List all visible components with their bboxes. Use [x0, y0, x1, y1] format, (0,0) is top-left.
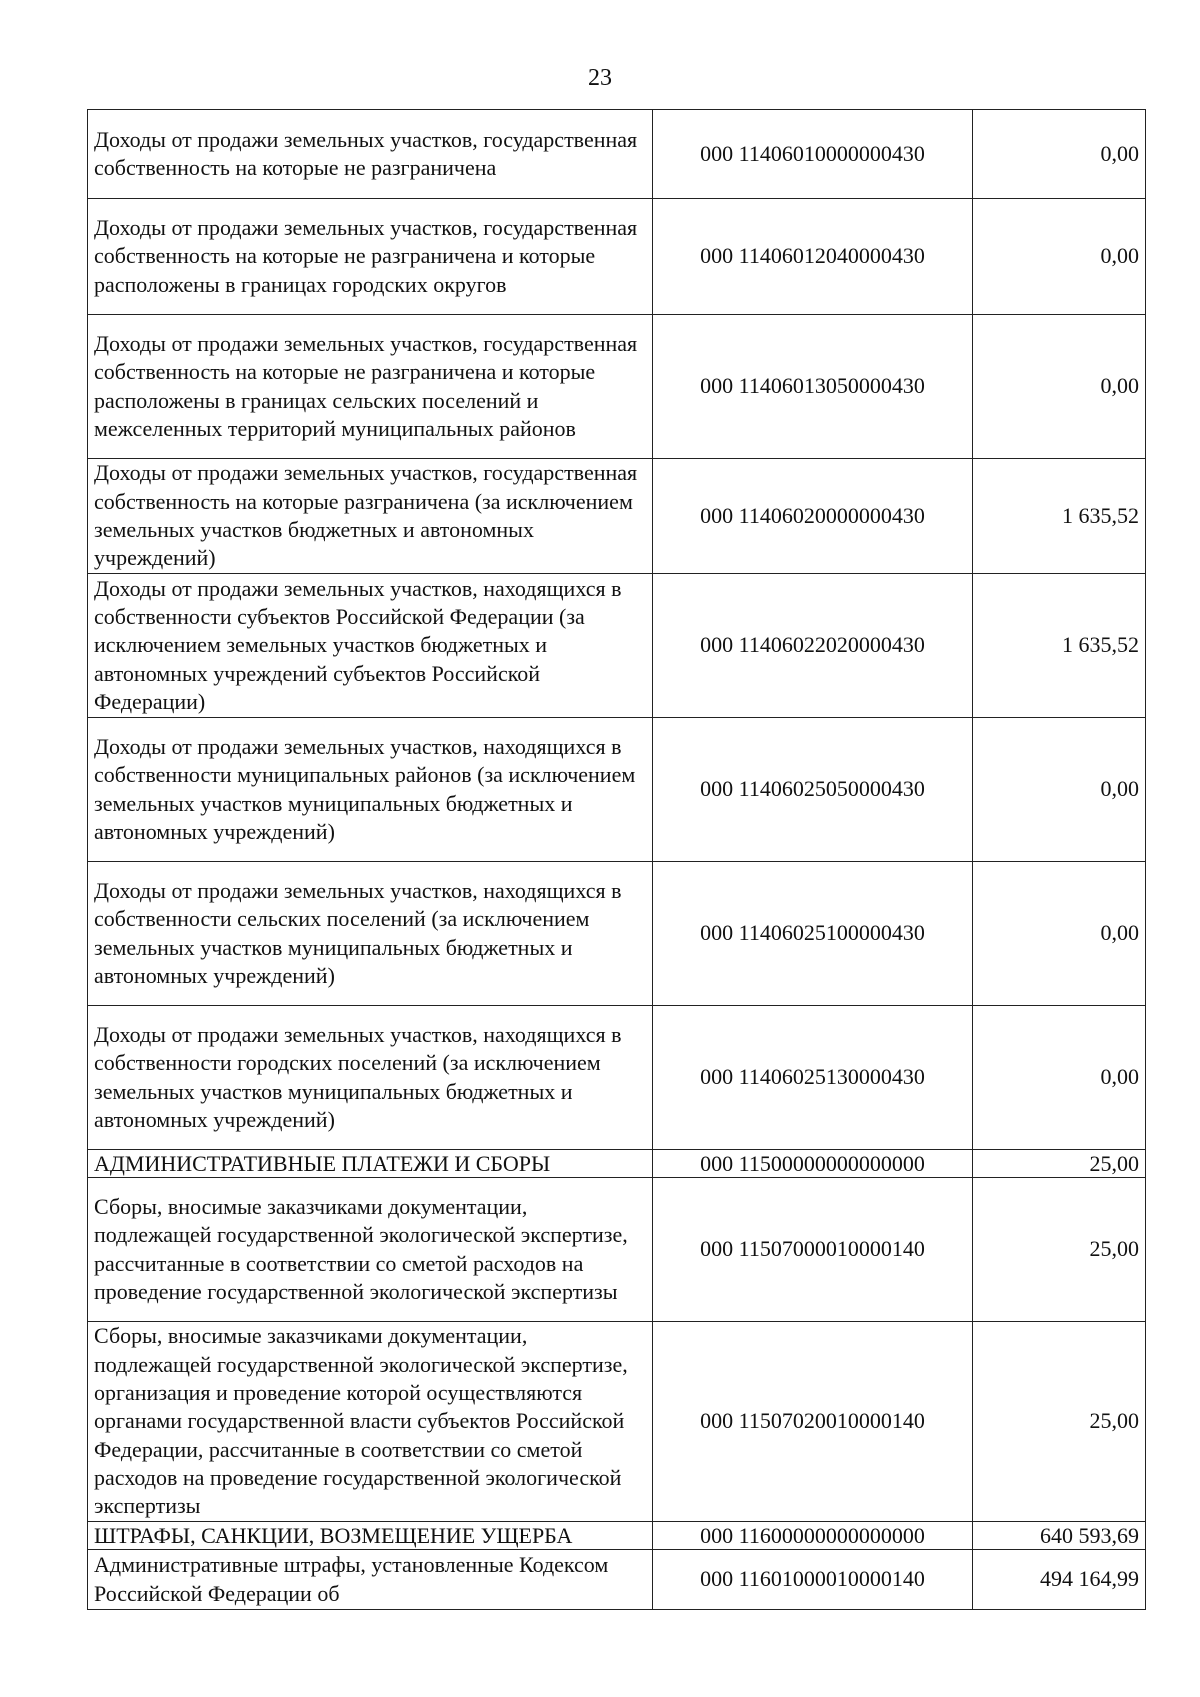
row-amount: 0,00 [973, 315, 1146, 459]
row-code: 000 11406012040000430 [653, 199, 973, 315]
row-amount: 0,00 [973, 110, 1146, 199]
row-description: Доходы от продажи земельных участков, находящихся в собственности субъектов Российской Федерации (за исключением земельных участков бюджетных и автономных учреждений субъектов Российской Федерации) [88, 574, 653, 718]
table-row [88, 459, 1146, 574]
page-number: 23 [588, 65, 612, 91]
row-code: 000 11601000010000140 [653, 1550, 973, 1610]
row-description: Сборы, вносимые заказчиками документации, подлежащей государственной экологической экспертизе, организация и проведение которой осуществляются органами государственной власти субъектов Российской Федерации, рассчитанные в соответствии со сметой расходов на проведение государственной экологической экспертизы [88, 1322, 653, 1522]
row-description: Доходы от продажи земельных участков, государственная собственность на которые не разграничена [88, 110, 653, 199]
row-description: Доходы от продажи земельных участков, государственная собственность на которые не разграничена и которые расположены в границах городских округов [88, 199, 653, 315]
row-code: 000 11600000000000000 [653, 1522, 973, 1550]
section-title: ШТРАФЫ, САНКЦИИ, ВОЗМЕЩЕНИЕ УЩЕРБА [88, 1522, 653, 1550]
table-row [88, 1006, 1146, 1150]
row-description: Доходы от продажи земельных участков, государственная собственность на которые не разграничена и которые расположены в границах сельских поселений и межселенных территорий муниципальных районов [88, 315, 653, 459]
row-code: 000 11406010000000430 [653, 110, 973, 199]
table-row [88, 1550, 1146, 1610]
table-row [88, 862, 1146, 1006]
row-description: Доходы от продажи земельных участков, находящихся в собственности муниципальных районов (за исключением земельных участков муниципальных бюджетных и автономных учреждений) [88, 718, 653, 862]
revenue-table [87, 109, 1146, 1610]
row-code: 000 11406020000000430 [653, 459, 973, 574]
row-amount: 0,00 [973, 1006, 1146, 1150]
row-description: Доходы от продажи земельных участков, государственная собственность на которые разграничена (за исключением земельных участков бюджетных и автономных учреждений) [88, 459, 653, 574]
row-description: Доходы от продажи земельных участков, находящихся в собственности сельских поселений (за исключением земельных участков муниципальных бюджетных и автономных учреждений) [88, 862, 653, 1006]
row-amount: 25,00 [973, 1178, 1146, 1322]
row-code: 000 11507020010000140 [653, 1322, 973, 1522]
row-amount: 25,00 [973, 1322, 1146, 1522]
row-amount: 0,00 [973, 199, 1146, 315]
row-code: 000 11507000010000140 [653, 1178, 973, 1322]
table-row [88, 574, 1146, 718]
table-row [88, 718, 1146, 862]
row-description: Сборы, вносимые заказчиками документации, подлежащей государственной экологической экспертизе, рассчитанные в соответствии со сметой расходов на проведение государственной экологической экспертизы [88, 1178, 653, 1322]
row-code: 000 11406025100000430 [653, 862, 973, 1006]
table-row [88, 1322, 1146, 1522]
section-row [88, 1522, 1146, 1550]
section-title: АДМИНИСТРАТИВНЫЕ ПЛАТЕЖИ И СБОРЫ [88, 1150, 653, 1178]
row-amount: 0,00 [973, 718, 1146, 862]
row-code: 000 11406013050000430 [653, 315, 973, 459]
row-amount: 1 635,52 [973, 574, 1146, 718]
row-code: 000 11406022020000430 [653, 574, 973, 718]
row-code: 000 11406025050000430 [653, 718, 973, 862]
table-row [88, 1178, 1146, 1322]
row-description: Административные штрафы, установленные Кодексом Российской Федерации об [88, 1550, 653, 1610]
row-amount: 1 635,52 [973, 459, 1146, 574]
row-amount: 0,00 [973, 862, 1146, 1006]
row-code: 000 11500000000000000 [653, 1150, 973, 1178]
table-row [88, 110, 1146, 199]
row-amount: 494 164,99 [973, 1550, 1146, 1610]
table-row [88, 315, 1146, 459]
row-amount: 25,00 [973, 1150, 1146, 1178]
section-row [88, 1150, 1146, 1178]
table-row [88, 199, 1146, 315]
row-code: 000 11406025130000430 [653, 1006, 973, 1150]
row-amount: 640 593,69 [973, 1522, 1146, 1550]
row-description: Доходы от продажи земельных участков, находящихся в собственности городских поселений (за исключением земельных участков муниципальных бюджетных и автономных учреждений) [88, 1006, 653, 1150]
